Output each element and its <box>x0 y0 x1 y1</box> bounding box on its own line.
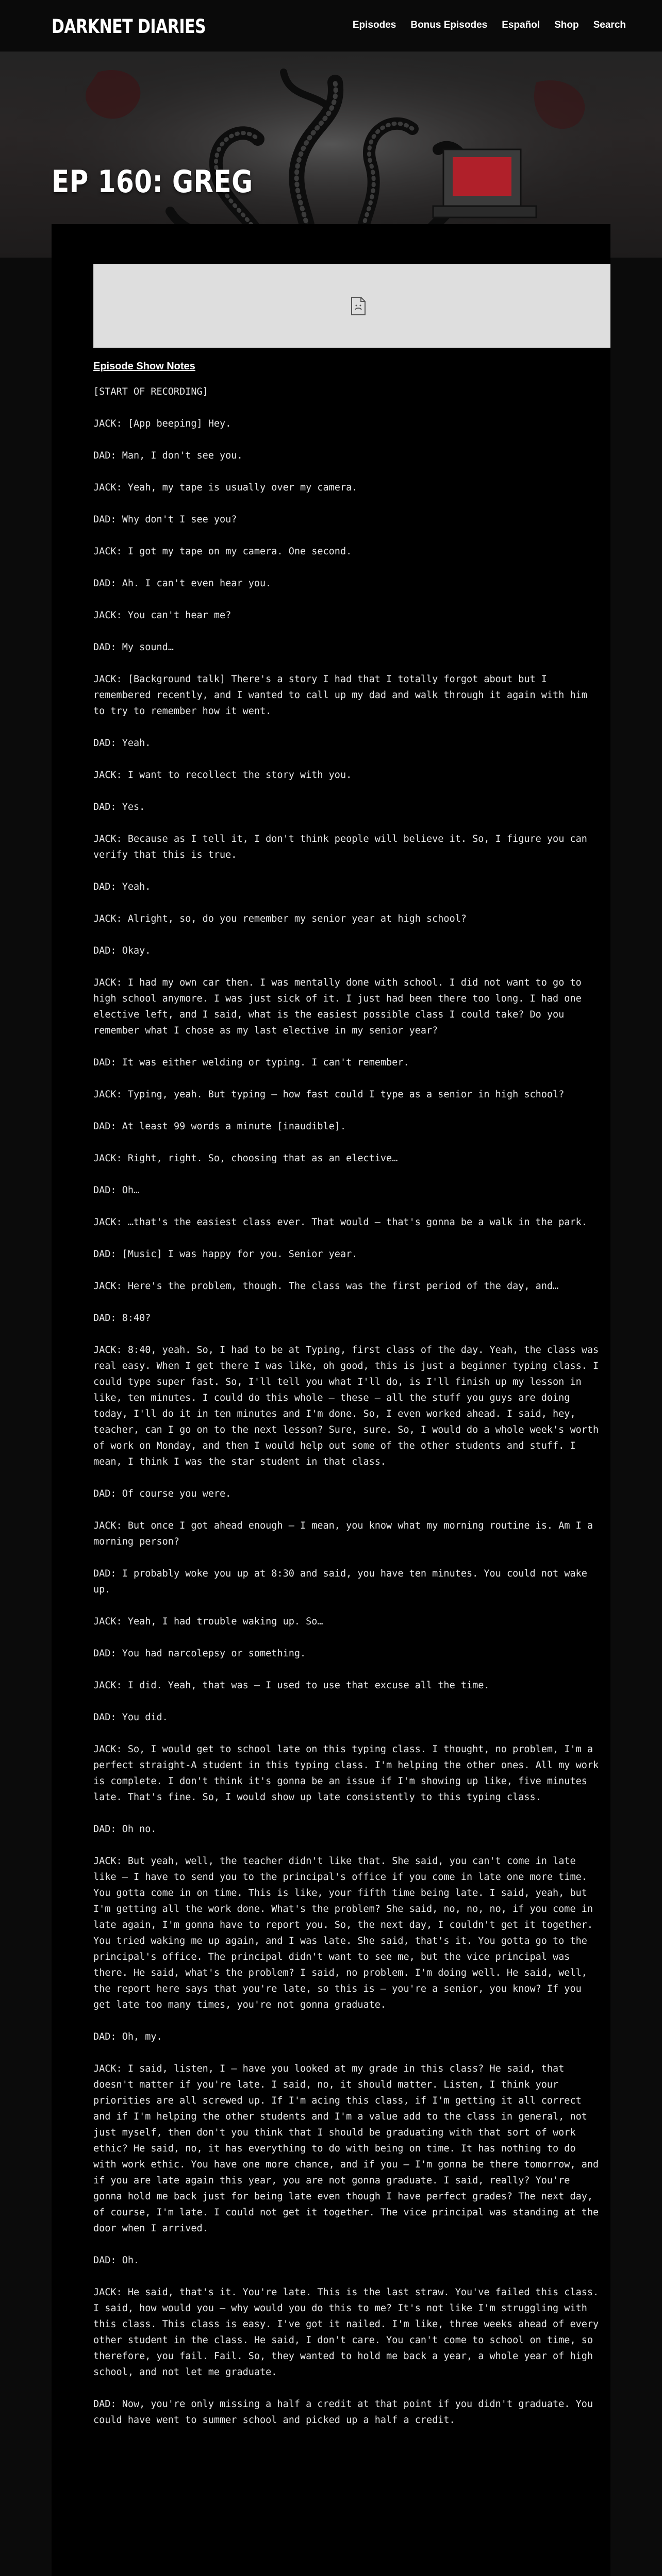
speaker-label: DAD: <box>93 1121 117 1132</box>
transcript-line <box>93 1518 604 1550</box>
speaker-label: DAD: <box>93 1313 117 1324</box>
menu-item-episodes[interactable]: Episodes <box>352 20 396 30</box>
speaker-label: JACK: <box>93 610 122 621</box>
speaker-label: JACK: <box>93 913 122 924</box>
transcript-line <box>93 767 604 783</box>
speaker-text: 8:40, yeah. So, I had to be at Typing, first class of the day. Yeah, the class was real easy. When I get there I was like, oh good, this is just a beginner typing class. I could type super fast. So, I'll tell you what I'll do, is I'll finish up my lesson in like, ten minutes. I could do this whole – these – all the stuff you guys are doing today, I'll do it in ten minutes and I'm done. So, I even worked ahead. I said, hey, teacher, can I go on to the next lesson? Sure, sure. So, I would do a whole week's worth of work on Monday, and then I would help out some of the other students and stuff. I mean, I think I was the star student in that class. <box>93 1345 599 1467</box>
transcript-line <box>93 1278 604 1294</box>
speaker-label: JACK: <box>93 1281 122 1292</box>
speaker-text: 8:40? <box>122 1313 151 1324</box>
speaker-label: DAD: <box>93 578 117 589</box>
speaker-text: Because as I tell it, I don't think people will believe it. So, I figure you can verify that this is true. <box>93 834 587 860</box>
speaker-label: JACK: <box>93 1744 122 1755</box>
speaker-text: [Music] I was happy for you. Senior year. <box>122 1249 358 1260</box>
speaker-label: DAD: <box>93 1249 117 1260</box>
speaker-text: Yes. <box>122 802 145 812</box>
speaker-label: JACK: <box>93 770 122 781</box>
speaker-label: JACK: <box>93 418 122 429</box>
speaker-label: DAD: <box>93 2399 117 2410</box>
speaker-label: DAD: <box>93 1712 117 1723</box>
speaker-label: DAD: <box>93 1488 117 1499</box>
transcript-line <box>93 1087 604 1103</box>
speaker-label: DAD: <box>93 450 117 461</box>
transcript-line <box>93 1566 604 1598</box>
transcript-line <box>93 2029 604 2045</box>
menu-item-bonus-episodes[interactable]: Bonus Episodes <box>410 20 488 30</box>
speaker-label: JACK: <box>93 977 122 988</box>
transcript-line <box>93 1150 604 1166</box>
transcript-line <box>93 1246 604 1262</box>
transcript-line <box>93 1677 604 1693</box>
speaker-text: You had narcolepsy or something. <box>122 1648 306 1659</box>
speaker-text: So, I would get to school late on this typing class. I thought, no problem, I'm a perfect straight-A student in this typing class. I'm helping the other ones. All my work is complete. I don't think it's gonna be an issue if I'm showing up like, five minutes late. That's fine. So, I would show up late consistently to this typing class. <box>93 1744 599 1803</box>
speaker-text: Why don't I see you? <box>122 514 237 525</box>
speaker-label: DAD: <box>93 1824 117 1835</box>
speaker-text: It was either welding or typing. I can't remember. <box>122 1057 409 1068</box>
speaker-label: JACK: <box>93 1217 122 1228</box>
transcript-line <box>93 2284 604 2380</box>
transcript-line <box>93 1118 604 1134</box>
transcript-line <box>93 1486 604 1502</box>
speaker-text: Oh. <box>122 2255 140 2266</box>
speaker-text: [Background talk] There's a story I had that I totally forgot about but I remembered recently, and I wanted to call up my dad and walk through it again with him to try to remember how it went. <box>93 674 587 717</box>
speaker-label: DAD: <box>93 2255 117 2266</box>
episode-content <box>52 224 610 2576</box>
transcript-line <box>93 1709 604 1725</box>
transcript-line <box>93 2396 604 2428</box>
speaker-text: Alright, so, do you remember my senior year at high school? <box>127 913 467 924</box>
speaker-text: I did. Yeah, that was – I used to use that excuse all the time. <box>127 1680 490 1691</box>
transcript-line <box>93 671 604 719</box>
transcript-line <box>93 879 604 895</box>
transcript-line <box>93 448 604 464</box>
speaker-label: JACK: <box>93 2287 122 2298</box>
speaker-text: Of course you were. <box>122 1488 231 1499</box>
speaker-text: I want to recollect the story with you. <box>127 770 352 781</box>
speaker-label: JACK: <box>93 834 122 844</box>
top-navbar <box>0 0 662 52</box>
transcript-line <box>93 1055 604 1071</box>
transcript-lines <box>93 384 604 2428</box>
transcript-line <box>93 512 604 528</box>
transcript-line <box>93 1214 604 1230</box>
speaker-label: JACK: <box>93 1680 122 1691</box>
speaker-label: DAD: <box>93 738 117 749</box>
speaker-label: DAD: <box>93 882 117 892</box>
speaker-text: [START OF RECORDING] <box>93 386 208 397</box>
site-logo[interactable]: DARKNET DIARIES <box>52 15 206 38</box>
speaker-text: I probably woke you up at 8:30 and said, you have ten minutes. You could not wake up. <box>93 1568 587 1595</box>
transcript-line <box>93 1821 604 1837</box>
speaker-label: DAD: <box>93 2031 117 2042</box>
speaker-text: But once I got ahead enough – I mean, you know what my morning routine is. Am I a morning person? <box>93 1520 593 1547</box>
transcript-line <box>93 575 604 591</box>
speaker-label: JACK: <box>93 674 122 685</box>
speaker-text: Now, you're only missing a half a credit at that point if you didn't graduate. You could have went to summer school and picked up a half a credit. <box>93 2399 593 2426</box>
transcript <box>93 361 604 2444</box>
speaker-text: Okay. <box>122 945 151 956</box>
speaker-label: JACK: <box>93 2063 122 2074</box>
menu-item-shop[interactable]: Shop <box>554 20 579 30</box>
speaker-text: Typing, yeah. But typing – how fast could I type as a senior in high school? <box>127 1089 565 1100</box>
speaker-text: Right, right. So, choosing that as an elective… <box>127 1153 398 1164</box>
speaker-label: DAD: <box>93 1057 117 1068</box>
transcript-line <box>93 384 604 400</box>
speaker-text: Oh… <box>122 1185 140 1196</box>
speaker-text: Yeah. <box>122 738 151 749</box>
speaker-text: Oh, my. <box>122 2031 162 2042</box>
speaker-label: JACK: <box>93 1520 122 1531</box>
speaker-text: But yeah, well, the teacher didn't like that. She said, you can't come in late like – I have to send you to the principal's office if you come in late one more time. You gotta come in on time. This is like, your fifth time being late. I said, yeah, but I'm getting all the work done. What's the problem? She said, no, no, no, if you come in late again, I'm gonna have to report you. So, the next day, I couldn't get it together. You tried waking me up again, and I was late. She said, that's it. You gotta go to the principal's office. The principal didn't want to see me, but the vice principal was there. He said, what's the problem? I said, no problem. I'm doing well. He said, well, the report here says that you're late, so this is – you're a senior, you know? If you get late too many times, you're not gonna graduate. <box>93 1856 593 2010</box>
transcript-line <box>93 1310 604 1326</box>
speaker-text: Yeah. <box>122 882 151 892</box>
speaker-text: Yeah, my tape is usually over my camera. <box>127 482 358 493</box>
speaker-text: At least 99 words a minute [inaudible]. <box>122 1121 346 1132</box>
speaker-text: Oh no. <box>122 1824 157 1835</box>
speaker-label: JACK: <box>93 1345 122 1355</box>
transcript-line <box>93 943 604 959</box>
speaker-label: JACK: <box>93 482 122 493</box>
transcript-line <box>93 2061 604 2236</box>
speaker-label: JACK: <box>93 546 122 557</box>
transcript-line <box>93 1853 604 2013</box>
speaker-text: I said, listen, I – have you looked at my grade in this class? He said, that doesn't matter if you're late. I said, no, it should matter. Listen, I think your priorities are all screwed up. If I'm acing this class, if I'm getting it all correct and if I'm helping the other students and I'm a value add to the class in general, not just myself, then don't you think that I should be graduating with that sort of work ethic? He said, no, it has everything to do with being on time. It has nothing to do with work ethic. You have one more chance, and if you – I'm gonna be there tomorrow, and if you are late again this year, you are not gonna graduate. I said, really? You're gonna hold me back just for being late even though I have perfect grades? The next day, of course, I'm late. I could not get it together. The vice principal was standing at the door when I arrived. <box>93 2063 599 2234</box>
speaker-label: DAD: <box>93 514 117 525</box>
speaker-label: JACK: <box>93 1089 122 1100</box>
speaker-text: Ah. I can't even hear you. <box>122 578 272 589</box>
speaker-text: He said, that's it. You're late. This is the last straw. You've failed this class. I said, how would you – why would you do this to me? It's not like I'm struggling with this class. This class is easy. I've got it nailed. I'm like, three weeks ahead of every other student in the class. He said, I don't care. You can't come to school on time, so therefore, you fail. Fail. So, they wanted to hold me back a year, a whole year of high school, and not let me graduate. <box>93 2287 599 2378</box>
speaker-label: JACK: <box>93 1616 122 1627</box>
transcript-line <box>93 544 604 560</box>
speaker-text: Here's the problem, though. The class was the first period of the day, and… <box>127 1281 559 1292</box>
episode-title: EP 160: GREG <box>52 164 253 200</box>
speaker-text: [App beeping] Hey. <box>127 418 231 429</box>
transcript-line <box>93 831 604 863</box>
speaker-label: DAD: <box>93 1648 117 1659</box>
speaker-text: I had my own car then. I was mentally done with school. I did not want to go to high school anymore. I was just sick of it. I just had been there too long. I had one elective left, and I said, what is the easiest possible class I could take? Do you remember what I chose as my last elective in my senior year? <box>93 977 582 1036</box>
speaker-label: DAD: <box>93 642 117 653</box>
transcript-line <box>93 1741 604 1805</box>
speaker-label: JACK: <box>93 1153 122 1164</box>
menu-item-search[interactable]: Search <box>593 20 626 30</box>
speaker-text: You can't hear me? <box>127 610 231 621</box>
episode-show-notes-link[interactable]: Episode Show Notes <box>93 361 195 372</box>
transcript-line <box>93 1646 604 1662</box>
transcript-line <box>93 480 604 496</box>
transcript-line <box>93 975 604 1039</box>
transcript-line <box>93 607 604 623</box>
speaker-label: DAD: <box>93 945 117 956</box>
transcript-line <box>93 1182 604 1198</box>
speaker-text: I got my tape on my camera. One second. <box>127 546 352 557</box>
transcript-line <box>93 1342 604 1470</box>
speaker-text: You did. <box>122 1712 168 1723</box>
transcript-line <box>93 799 604 815</box>
speaker-text: My sound… <box>122 642 174 653</box>
transcript-line <box>93 1614 604 1630</box>
audio-player-placeholder[interactable] <box>93 264 610 348</box>
speaker-label: DAD: <box>93 1185 117 1196</box>
speaker-text: Man, I don't see you. <box>122 450 243 461</box>
speaker-label: DAD: <box>93 1568 117 1579</box>
main-menu <box>353 20 626 31</box>
transcript-line <box>93 2252 604 2268</box>
speaker-text: …that's the easiest class ever. That would – that's gonna be a walk in the park. <box>127 1217 587 1228</box>
speaker-label: DAD: <box>93 802 117 812</box>
transcript-line <box>93 735 604 751</box>
broken-document-icon <box>351 296 366 316</box>
transcript-line <box>93 911 604 927</box>
speaker-text: Yeah, I had trouble waking up. So… <box>127 1616 323 1627</box>
menu-item-espanol[interactable]: Español <box>502 20 540 30</box>
transcript-line <box>93 416 604 432</box>
speaker-label: JACK: <box>93 1856 122 1867</box>
transcript-line <box>93 639 604 655</box>
